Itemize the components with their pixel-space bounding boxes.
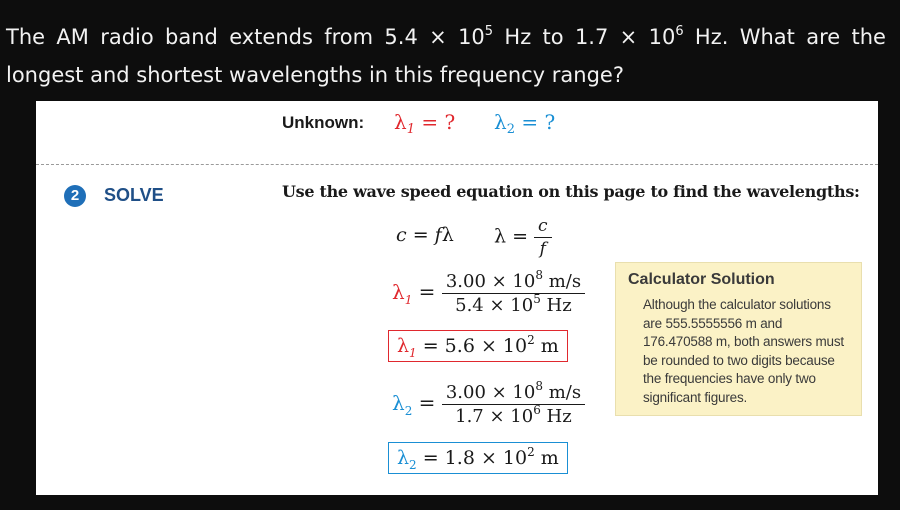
lambda2-lhs-sub: 2 (404, 403, 413, 418)
lambda2-num-exp: 8 (535, 379, 543, 393)
lambda2-fraction (442, 379, 585, 427)
lambda1-numerator (442, 268, 585, 293)
section-divider (36, 164, 878, 165)
lambda2-result-base: = 1.8 × 10 (416, 447, 528, 469)
lambda1-den-exp: 5 (533, 292, 541, 306)
unknown-lambda1 (394, 110, 456, 137)
step-label: SOLVE (104, 185, 164, 205)
lambda2-denominator (442, 404, 585, 427)
rearranged-fraction (534, 216, 552, 259)
question-exp2: 6 (675, 24, 684, 39)
lambda2-result-sub: 2 (409, 458, 417, 472)
unknown-lambda2-sub: 2 (506, 122, 515, 137)
lambda2-result-exp: 2 (527, 445, 535, 459)
unknown-label: Unknown: (282, 113, 365, 132)
calculator-solution-body: Although the calculator solutions are 555.5555556 m and 176.470588 m, both answers must be rounded to two digits because the frequencies have only two significant figures. (643, 297, 844, 405)
lambda2-numerator (442, 379, 585, 404)
lambda2-result-unit: m (534, 447, 559, 469)
lambda1-num-exp: 8 (535, 268, 543, 282)
eq-equals: = (406, 224, 435, 246)
lambda1-result-unit: m (534, 335, 559, 357)
rearranged-lhs: λ = (494, 225, 535, 248)
unknown-lambda1-symbol: λ (394, 110, 407, 134)
lambda1-num-unit: m/s (542, 271, 582, 292)
solve-instruction: Use the wave speed equation on this page to find the wavelengths: (282, 182, 860, 201)
lambda2-result-lambda: λ (397, 447, 410, 469)
question-exp1: 5 (484, 24, 494, 39)
rearranged-denominator: f (534, 237, 552, 259)
lambda2-lhs (392, 390, 413, 418)
unknown-lambda2 (494, 110, 556, 137)
lambda1-result-lambda: λ (397, 335, 410, 357)
rearranged-equation (494, 216, 552, 259)
lambda1-lhs-sub: 1 (404, 292, 413, 307)
step-number-badge: 2 (64, 185, 86, 207)
lambda2-calculation: $\lambda_2$ = $\frac{3.00 \times 10^8 m/s}{1.7 \times 10^6 Hz}$ (392, 382, 585, 427)
lambda1-result-box (388, 330, 568, 362)
lambda1-result-sub: 1 (409, 346, 417, 360)
calculator-solution-title: Calculator Solution (628, 271, 775, 288)
lambda1-den-unit: Hz (540, 295, 572, 316)
eq-lambda: λ (441, 224, 454, 246)
lambda2-num-unit: m/s (542, 382, 582, 403)
lambda1-den-base: 5.4 × 10 (455, 295, 534, 316)
lambda1-result-exp: 2 (527, 333, 535, 347)
question-text (6, 18, 886, 94)
lambda1-denominator (442, 293, 585, 316)
calculator-solution-note (616, 263, 861, 415)
wave-speed-equation (396, 224, 454, 246)
lambda1-lhs (392, 279, 413, 307)
question-part3: Hz. What are the longest and shortest wavelengths in this frequency range? (6, 25, 886, 87)
lambda2-lhs-symbol: λ (392, 390, 405, 415)
lambda2-result-box (388, 442, 568, 474)
rearranged-numerator: c (538, 216, 548, 236)
lambda1-result-base: = 5.6 × 10 (416, 335, 528, 357)
question-part2: Hz to 1.7 × 10 (493, 25, 676, 49)
lambda1-result-symbol (397, 335, 417, 360)
unknown-lambda2-rest: = ? (514, 110, 556, 134)
lambda1-lhs-symbol: λ (392, 279, 405, 304)
lambda2-num-base: 3.00 × 10 (445, 382, 536, 403)
lambda2-den-unit: Hz (540, 406, 572, 427)
unknown-lambda2-symbol: λ (494, 110, 507, 134)
lambda1-num-base: 3.00 × 10 (445, 271, 536, 292)
question-part1: The AM radio band extends from 5.4 × 10 (6, 25, 485, 49)
lambda1-calculation: $\lambda_1$ = $\frac{3.00 \times 10^8 m/s}{5.4 \times 10^5 Hz}$ (392, 271, 585, 316)
eq-c: c (396, 224, 407, 246)
lambda2-den-exp: 6 (533, 403, 541, 417)
lambda2-result-symbol (397, 447, 417, 472)
eq-f: f (434, 224, 442, 246)
unknown-lambda1-sub: 1 (406, 122, 415, 137)
lambda2-den-base: 1.7 × 10 (455, 406, 534, 427)
unknown-lambda1-rest: = ? (414, 110, 456, 134)
solution-card (36, 101, 878, 495)
lambda1-fraction (442, 268, 585, 316)
